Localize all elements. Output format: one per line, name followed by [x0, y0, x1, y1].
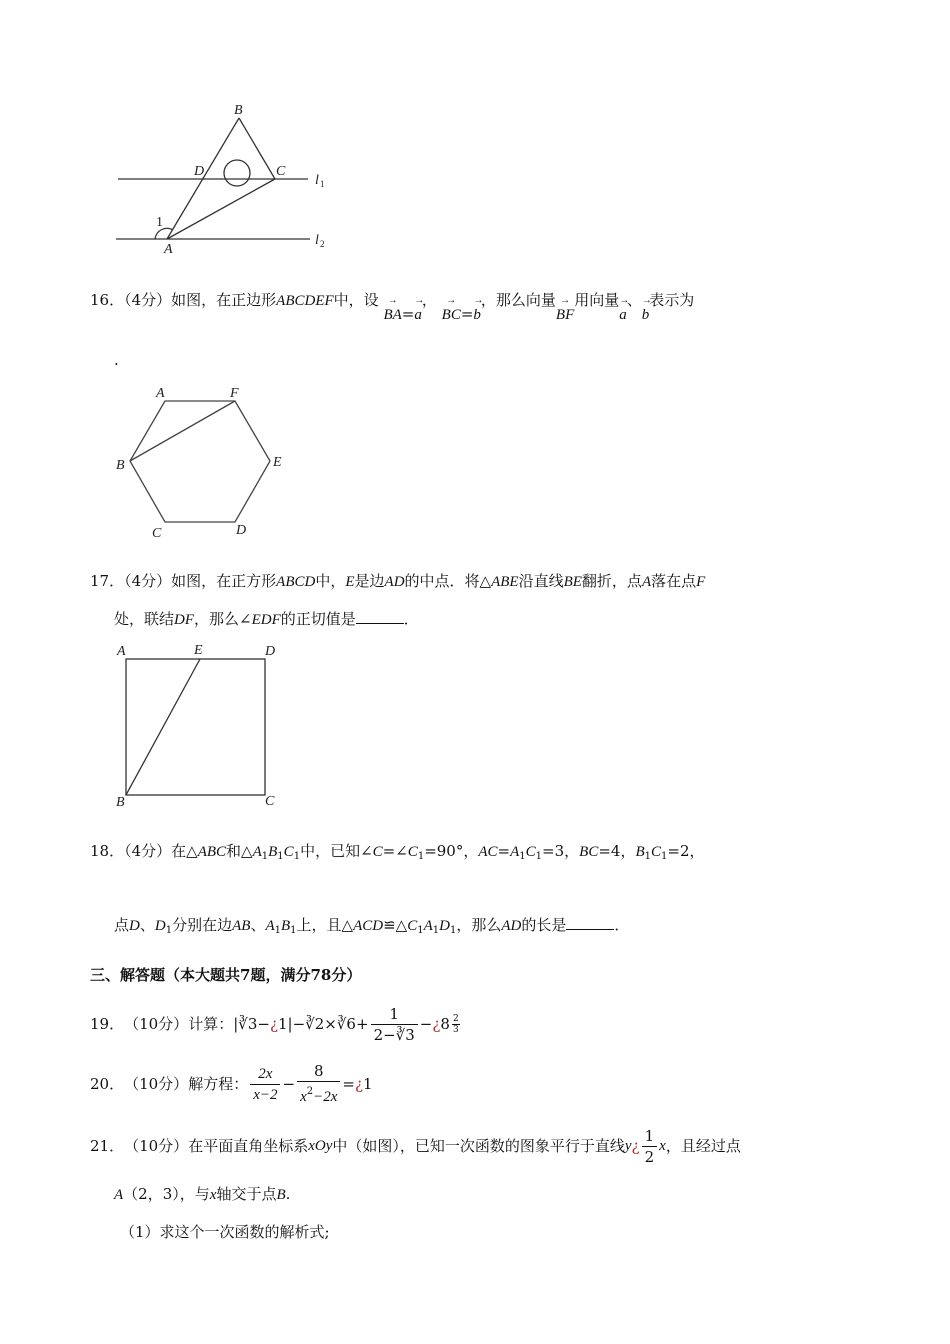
vector-a: → a	[414, 295, 425, 323]
figure-q17-square	[110, 640, 290, 810]
vector-b-2: → b	[641, 295, 652, 323]
label-a: A	[164, 242, 173, 257]
figure-q16-hexagon	[110, 380, 300, 545]
cube-root-2: ∛2	[305, 1015, 325, 1033]
q16-text-4: 用向量	[574, 291, 620, 309]
question-19: 19． （10分） 计算： | ∛3 − ¿ 1 | − ∛2 × ∛6 + $\frac{1}{2-∛3}$ − ¿ 8 $\frac{2}{3}$	[90, 1004, 459, 1044]
q16-text-2: 中，设	[333, 291, 379, 309]
label-d: D	[265, 644, 276, 659]
vector-ba: → BA	[383, 295, 402, 323]
label-b: B	[116, 795, 125, 810]
fraction-1-over-2-minus-root3: $\frac{1}{2-∛3}$	[371, 1004, 418, 1045]
label-f: F	[230, 386, 239, 401]
label-c: C	[152, 526, 162, 541]
vector-b: → b	[473, 295, 484, 323]
label-e: E	[194, 643, 203, 658]
square-abcd	[126, 659, 265, 795]
q16-text-3: ，那么向量	[480, 291, 556, 309]
answer-blank	[566, 917, 614, 930]
label-l2: l	[315, 233, 319, 248]
answer-blank	[356, 611, 404, 624]
label-a: A	[156, 386, 165, 401]
q16-text-5: 、	[626, 291, 642, 309]
fraction-8-over-x2-minus-2x: $\frac{8}{x^2-2x}$	[297, 1061, 340, 1107]
exponent-box: $\frac{2}{3}$	[452, 1013, 459, 1035]
q16-vector-bc-group: → BC= → b	[441, 295, 484, 323]
question-17-line-2: 处，联结DF，那么∠EDF的正切值是 ．	[114, 610, 419, 628]
label-b: B	[234, 103, 243, 118]
cube-root-6: ∛6	[336, 1015, 356, 1033]
q16-vector-ba-group: → BA= → a	[383, 295, 425, 323]
label-c: C	[265, 794, 275, 809]
segment-be	[126, 659, 200, 795]
question-20: 20． （10分） 解方程： $\frac{2x}{x-2}$ − $\frac{8}{x^2-2x}$ = ¿ 1	[90, 1062, 373, 1105]
q16-number: 16．	[90, 291, 125, 309]
section-3-heading: 三、解答题（本大题共7题，满分78分）	[90, 966, 362, 984]
question-21-part-1: （1）求这个一次函数的解析式;	[120, 1223, 330, 1241]
label-e: E	[273, 455, 282, 470]
diagonal-bf	[130, 401, 235, 461]
question-17-line-1: 17．（4分）如图，在正方形ABCD中，E是边AD的中点．将△ABE沿直线BE翻折，点A落在点F	[90, 572, 706, 590]
label-a: A	[117, 644, 126, 659]
question-21-line-2: A（2，3），与x轴交于点B.	[114, 1185, 291, 1203]
question-18-line-1: 18．（4分）在△ABC和$\triangle A_1B_1C_1$中，已知$\angle C=\angle C_1=90^\circ$，$AC=A_1C_1=3$，BC=4，$B_1C_1=2$，	[90, 842, 705, 862]
q16-score: （4分）	[124, 291, 172, 309]
hexagon	[130, 401, 270, 522]
segment-ac	[167, 179, 275, 239]
abs-bar-right: |	[287, 1015, 293, 1033]
question-18-line-2: 点D、$D_1$分别在边AB、$A_1B_1$上，且$\triangle ACD≌\triangle C_1A_1D_1$，那么AD的长是 ．	[114, 916, 630, 936]
vector-a-2: → a	[619, 295, 630, 323]
label-d: D	[236, 523, 247, 538]
cube-root-3: ∛3	[238, 1015, 258, 1033]
q16-text-6: 表示为	[649, 291, 695, 309]
label-l1-sub: 1	[320, 179, 325, 189]
label-d: D	[194, 164, 205, 179]
label-c: C	[276, 164, 286, 179]
question-16	[90, 290, 695, 323]
label-l2-sub: 2	[320, 239, 325, 249]
abs-bar-left: |	[233, 1015, 239, 1033]
vector-bc: → BC	[441, 295, 461, 323]
fraction-2x-over-x-minus-2: $\frac{2x}{x-2}$	[250, 1064, 280, 1105]
figure-q15	[110, 100, 340, 260]
q16-text-1: 如图，在正边形	[171, 291, 277, 309]
q16-end-dot: .	[114, 351, 119, 369]
q16-polygon: ABCDEF	[276, 293, 334, 309]
circle-mark	[224, 160, 250, 186]
label-b: B	[116, 458, 125, 473]
vector-bf: → BF	[555, 295, 575, 323]
fraction-one-half: $\frac{1}{2}$	[642, 1126, 658, 1167]
question-21-line-1: 21． （10分） 在平面直角坐标系 xOy 中（如图），已知一次函数的图象平行于直线 y ¿ $\frac{1}{2}$ x ，且经过点	[90, 1126, 741, 1166]
label-l1: l	[315, 173, 319, 188]
q16-comma: ，	[421, 291, 437, 309]
label-1: 1	[156, 215, 163, 230]
segment-bc	[239, 118, 275, 179]
